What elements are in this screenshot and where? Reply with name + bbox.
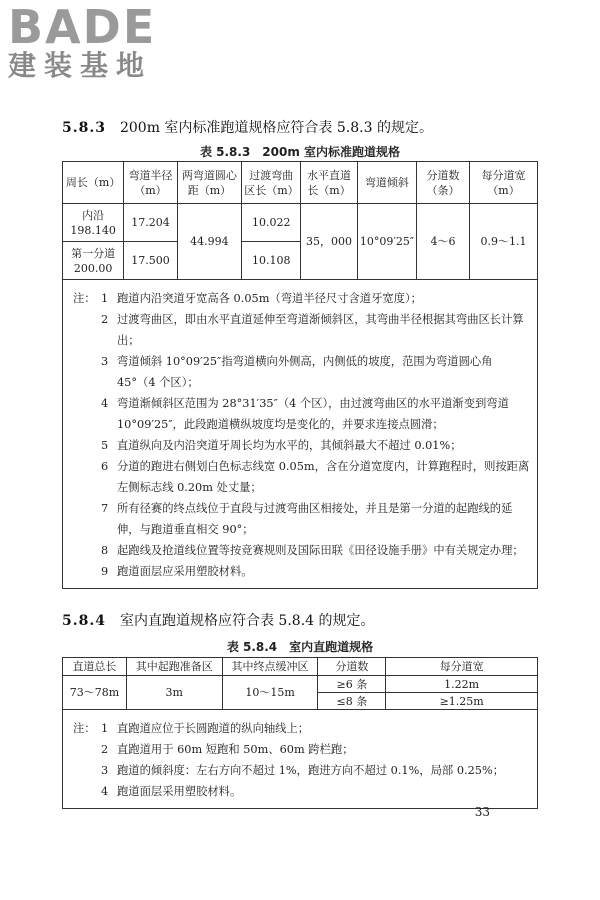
header-cell: 直道总长 bbox=[63, 658, 127, 676]
table-cell: 第一分道 200.00 bbox=[63, 242, 124, 280]
header-cell: 每分道宽 bbox=[386, 658, 538, 676]
note-item: 3 弯道倾斜 10°09′25″指弯道横向外侧高，内侧低的坡度，范围为弯道圆心角 45°（4 个区）； bbox=[101, 355, 493, 389]
note-item: 注： 1 直跑道应位于长圆跑道的纵向轴线上； bbox=[73, 718, 531, 739]
table-cell: 73～78m bbox=[63, 676, 127, 710]
note-item: 4 跑道面层采用塑胶材料。 bbox=[101, 785, 242, 798]
note-item: 4 弯道渐倾斜区范围为 28°31′35″（4 个区），由过渡弯曲区的水平道渐变到弯道 10°09′25″，此段跑道横纵坡度均是变化的，并要求连接点圆滑； bbox=[101, 397, 509, 431]
table-row bbox=[63, 204, 538, 242]
header-cell: 水平直道长（m） bbox=[301, 162, 358, 204]
table-cell: 1.22m bbox=[386, 676, 538, 693]
section-583-heading bbox=[62, 117, 433, 137]
logo-text-cn: 建装基地 bbox=[8, 49, 153, 82]
note-item: 注： 1 跑道内沿突道牙宽高各 0.05m（弯道半径尺寸含道牙宽度）； bbox=[73, 288, 531, 309]
notes-cell bbox=[63, 280, 538, 589]
table-583-caption: 表 5.8.3 200m 室内标准跑道规格 bbox=[199, 145, 401, 159]
table-cell: 17.204 bbox=[124, 204, 177, 242]
header-cell: 分道数（条） bbox=[417, 162, 470, 204]
header-cell: 分道数 bbox=[318, 658, 386, 676]
header-cell: 过渡弯曲区长（m） bbox=[242, 162, 301, 204]
note-item: 2 过渡弯曲区，即由水平直道延伸至弯道渐倾斜区，其弯曲半径根据其弯曲区长计算出； bbox=[101, 313, 524, 347]
notes-row bbox=[63, 710, 538, 809]
table-cell: 10.022 bbox=[242, 204, 301, 242]
table-header-row bbox=[63, 162, 538, 204]
table-cell: 10～15m bbox=[222, 676, 318, 710]
table-584-caption: 表 5.8.4 室内直跑道规格 bbox=[226, 640, 374, 654]
header-cell: 其中终点缓冲区 bbox=[222, 658, 318, 676]
header-cell: 弯道半径（m） bbox=[124, 162, 177, 204]
note-prefix: 注： bbox=[73, 722, 96, 735]
note-item: 8 起跑线及抢道线位置等按竞赛规则及国际田联《田径设施手册》中有关规定办理； bbox=[101, 544, 524, 557]
header-cell: 周长（m） bbox=[63, 162, 124, 204]
table-cell: ≥6 条 bbox=[318, 676, 386, 693]
section-number: 5.8.4 bbox=[62, 613, 106, 629]
section-number: 5.8.3 bbox=[62, 120, 106, 136]
logo-text-en: BADE bbox=[8, 0, 157, 54]
table-cell: 0.9～1.1 bbox=[470, 204, 538, 280]
table-cell: ≥1.25m bbox=[386, 693, 538, 710]
logo bbox=[8, 0, 178, 82]
note-item: 2 直跑道用于 60m 短跑和 50m、60m 跨栏跑； bbox=[101, 743, 354, 756]
table-584 bbox=[62, 657, 538, 809]
header-cell: 每分道宽（m） bbox=[470, 162, 538, 204]
note-item: 5 直道纵向及内沿突道牙周长均为水平的，其倾斜最大不超过 0.01%； bbox=[101, 439, 462, 452]
note-item: 3 跑道的倾斜度：左右方向不超过 1%，跑进方向不超过 0.1%，局部 0.25%； bbox=[101, 764, 505, 777]
note-item: 7 所有径赛的终点线位于直段与过渡弯曲区相接处，并且是第一分道的起跑线的延伸，与跑道垂直相交 90°； bbox=[101, 502, 513, 536]
header-cell: 弯道倾斜 bbox=[357, 162, 416, 204]
header-cell: 两弯道圆心距（m） bbox=[177, 162, 242, 204]
notes-row bbox=[63, 280, 538, 589]
table-cell: 17.500 bbox=[124, 242, 177, 280]
table-cell: 35，000 bbox=[301, 204, 358, 280]
table-583 bbox=[62, 161, 538, 589]
table-cell: 10.108 bbox=[242, 242, 301, 280]
note-item: 9 跑道面层应采用塑胶材料。 bbox=[101, 565, 253, 578]
table-cell: 3m bbox=[126, 676, 222, 710]
section-584-heading bbox=[62, 610, 375, 630]
section-text: 室内直跑道规格应符合表 5.8.4 的规定。 bbox=[119, 613, 375, 629]
table-cell: 44.994 bbox=[177, 204, 242, 280]
section-text: 200m 室内标准跑道规格应符合表 5.8.3 的规定。 bbox=[119, 120, 433, 136]
note-item: 6 分道的跑进右侧划白色标志线宽 0.05m，含在分道宽度内，计算跑程时，则按距离左侧标志线 0.20m 处丈量； bbox=[101, 460, 530, 494]
notes-cell bbox=[63, 710, 538, 809]
table-cell: 4～6 bbox=[417, 204, 470, 280]
table-cell: 10°09′25″ bbox=[357, 204, 416, 280]
table-header-row bbox=[63, 658, 538, 676]
note-prefix: 注： bbox=[73, 292, 96, 305]
table-row bbox=[63, 676, 538, 693]
page-number: 33 bbox=[474, 805, 490, 819]
table-cell: 内沿 198.140 bbox=[63, 204, 124, 242]
table-cell: ≤8 条 bbox=[318, 693, 386, 710]
header-cell: 其中起跑准备区 bbox=[126, 658, 222, 676]
